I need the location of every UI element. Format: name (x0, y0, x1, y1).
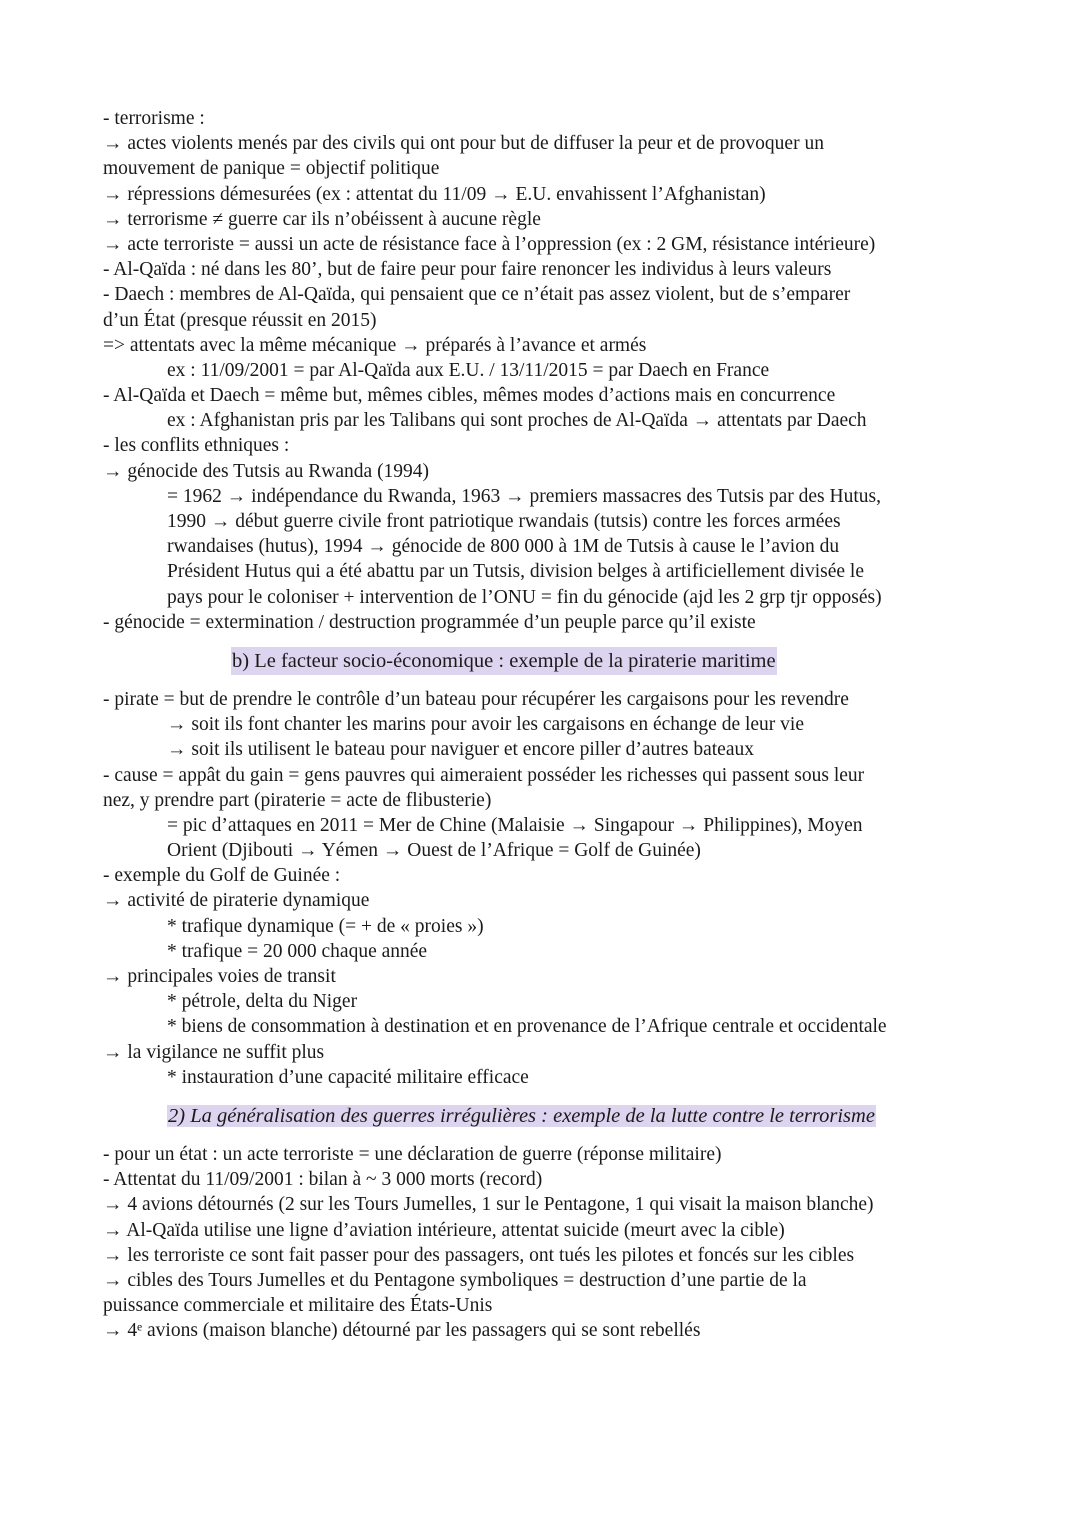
document-page (0, 106, 1080, 1343)
text-line: → activité de piraterie dynamique (103, 890, 370, 912)
text-line: - Al-Qaïda : né dans les 80’, but de faire peur pour faire renoncer les individus à leurs valeurs (103, 259, 832, 281)
section-2-heading: 2) La généralisation des guerres irrégulières : exemple de la lutte contre le terrorisme (168, 1104, 875, 1127)
text-line: → Al-Qaïda utilise une ligne d’aviation intérieure, attentat suicide (meurt avec la cible) (103, 1219, 785, 1241)
text-line: - génocide = extermination / destruction programmée d’un peuple parce qu’il existe (103, 611, 756, 633)
text-line: d’un État (presque réussit en 2015) (103, 309, 377, 331)
spacer (0, 635, 1080, 647)
text-line: → 4ᵉ avions (maison blanche) détourné par les passagers qui se sont rebellés (103, 1320, 701, 1342)
text-line: → cibles des Tours Jumelles et du Pentagone symboliques = destruction d’une partie de la (103, 1269, 807, 1291)
spacer (0, 675, 1080, 687)
text-line: → actes violents menés par des civils qui ont pour but de diffuser la peur et de provoquer un (103, 133, 824, 155)
spacer (0, 1130, 1080, 1142)
text-line: - pirate = but de prendre le contrôle d’un bateau pour récupérer les cargaisons pour les revendre (103, 688, 849, 710)
text-line: mouvement de panique = objectif politique (103, 158, 440, 180)
section-piraterie (0, 687, 1080, 1090)
text-line: * biens de consommation à destination et en provenance de l’Afrique centrale et occidentale (167, 1016, 887, 1038)
text-line: → répressions démesurées (ex : attentat du 11/09 → E.U. envahissent l’Afghanistan) (103, 183, 766, 205)
text-line: = pic d’attaques en 2011 = Mer de Chine (Malaisie → Singapour → Philippines), Moyen (167, 814, 863, 836)
section-terrorisme-conflits (0, 106, 1080, 635)
spacer (0, 1090, 1080, 1102)
text-line: Orient (Djibouti → Yémen → Ouest de l’Afrique = Golf de Guinée) (167, 840, 701, 862)
text-line: * instauration d’une capacité militaire efficace (167, 1066, 529, 1088)
text-line: - exemple du Golf de Guinée : (103, 865, 341, 887)
text-line: puissance commerciale et militaire des États-Unis (103, 1295, 493, 1317)
section-lutte-terrorisme (0, 1142, 1080, 1344)
text-line: → soit ils utilisent le bateau pour naviguer et encore piller d’autres bateaux (167, 739, 754, 761)
text-line: - terrorisme : (103, 108, 205, 129)
text-line: - Daech : membres de Al-Qaïda, qui pensaient que ce n’était pas assez violent, but de s’emparer (103, 284, 851, 306)
text-line: Président Hutus qui a été abattu par un Tutsis, division belges à artificiellement divisée le (167, 561, 864, 583)
section-2-heading-row (0, 1102, 1080, 1130)
text-line: - les conflits ethniques : (103, 435, 290, 457)
text-line: ex : Afghanistan pris par les Talibans qui sont proches de Al-Qaïda → attentats par Daech (167, 410, 867, 432)
text-line: - Attentat du 11/09/2001 : bilan à ~ 3 000 morts (record) (103, 1169, 543, 1191)
section-b-heading-row (0, 647, 1080, 675)
text-line: → soit ils font chanter les marins pour avoir les cargaisons en échange de leur vie (167, 714, 804, 736)
text-line: * pétrole, delta du Niger (167, 991, 358, 1013)
section-b-heading: b) Le facteur socio-économique : exemple de la piraterie maritime (231, 647, 777, 675)
text-line: 1990 → début guerre civile front patriotique rwandais (tutsis) contre les forces armées (167, 511, 841, 532)
text-line: → principales voies de transit (103, 966, 336, 987)
text-line: ex : 11/09/2001 = par Al-Qaïda aux E.U. / 13/11/2015 = par Daech en France (167, 359, 770, 381)
text-line: * trafique dynamique (= + de « proies ») (167, 915, 484, 937)
text-line: → terrorisme ≠ guerre car ils n’obéissent à aucune règle (103, 208, 541, 230)
text-line: nez, y prendre part (piraterie = acte de flibusterie) (103, 789, 492, 811)
text-line: * trafique = 20 000 chaque année (167, 940, 428, 962)
text-line: → 4 avions détournés (2 sur les Tours Jumelles, 1 sur le Pentagone, 1 qui visait la maison blanche) (103, 1194, 874, 1216)
text-line: - Al-Qaïda et Daech = même but, mêmes cibles, mêmes modes d’actions mais en concurrence (103, 385, 836, 407)
text-line: rwandaises (hutus), 1994 → génocide de 800 000 à 1M de Tutsis à cause le l’avion du (167, 536, 840, 558)
text-line: => attentats avec la même mécanique → préparés à l’avance et armés (103, 334, 647, 356)
text-line: → les terroriste ce sont fait passer pour des passagers, ont tués les pilotes et foncés sur les cibles (103, 1244, 855, 1266)
text-line: - pour un état : un acte terroriste = une déclaration de guerre (réponse militaire) (103, 1143, 722, 1165)
text-line: - cause = appât du gain = gens pauvres qui aimeraient posséder les richesses qui passent sous leur (103, 764, 865, 786)
text-line: → la vigilance ne suffit plus (103, 1041, 325, 1063)
text-line: → génocide des Tutsis au Rwanda (1994) (103, 460, 430, 482)
text-line: → acte terroriste = aussi un acte de résistance face à l’oppression (ex : 2 GM, résistance intérieure) (103, 233, 876, 255)
text-line: pays pour le coloniser + intervention de l’ONU = fin du génocide (ajd les 2 grp tjr opposés) (167, 586, 882, 608)
text-line: = 1962 → indépendance du Rwanda, 1963 → premiers massacres des Tutsis par des Hutus, (167, 485, 881, 507)
